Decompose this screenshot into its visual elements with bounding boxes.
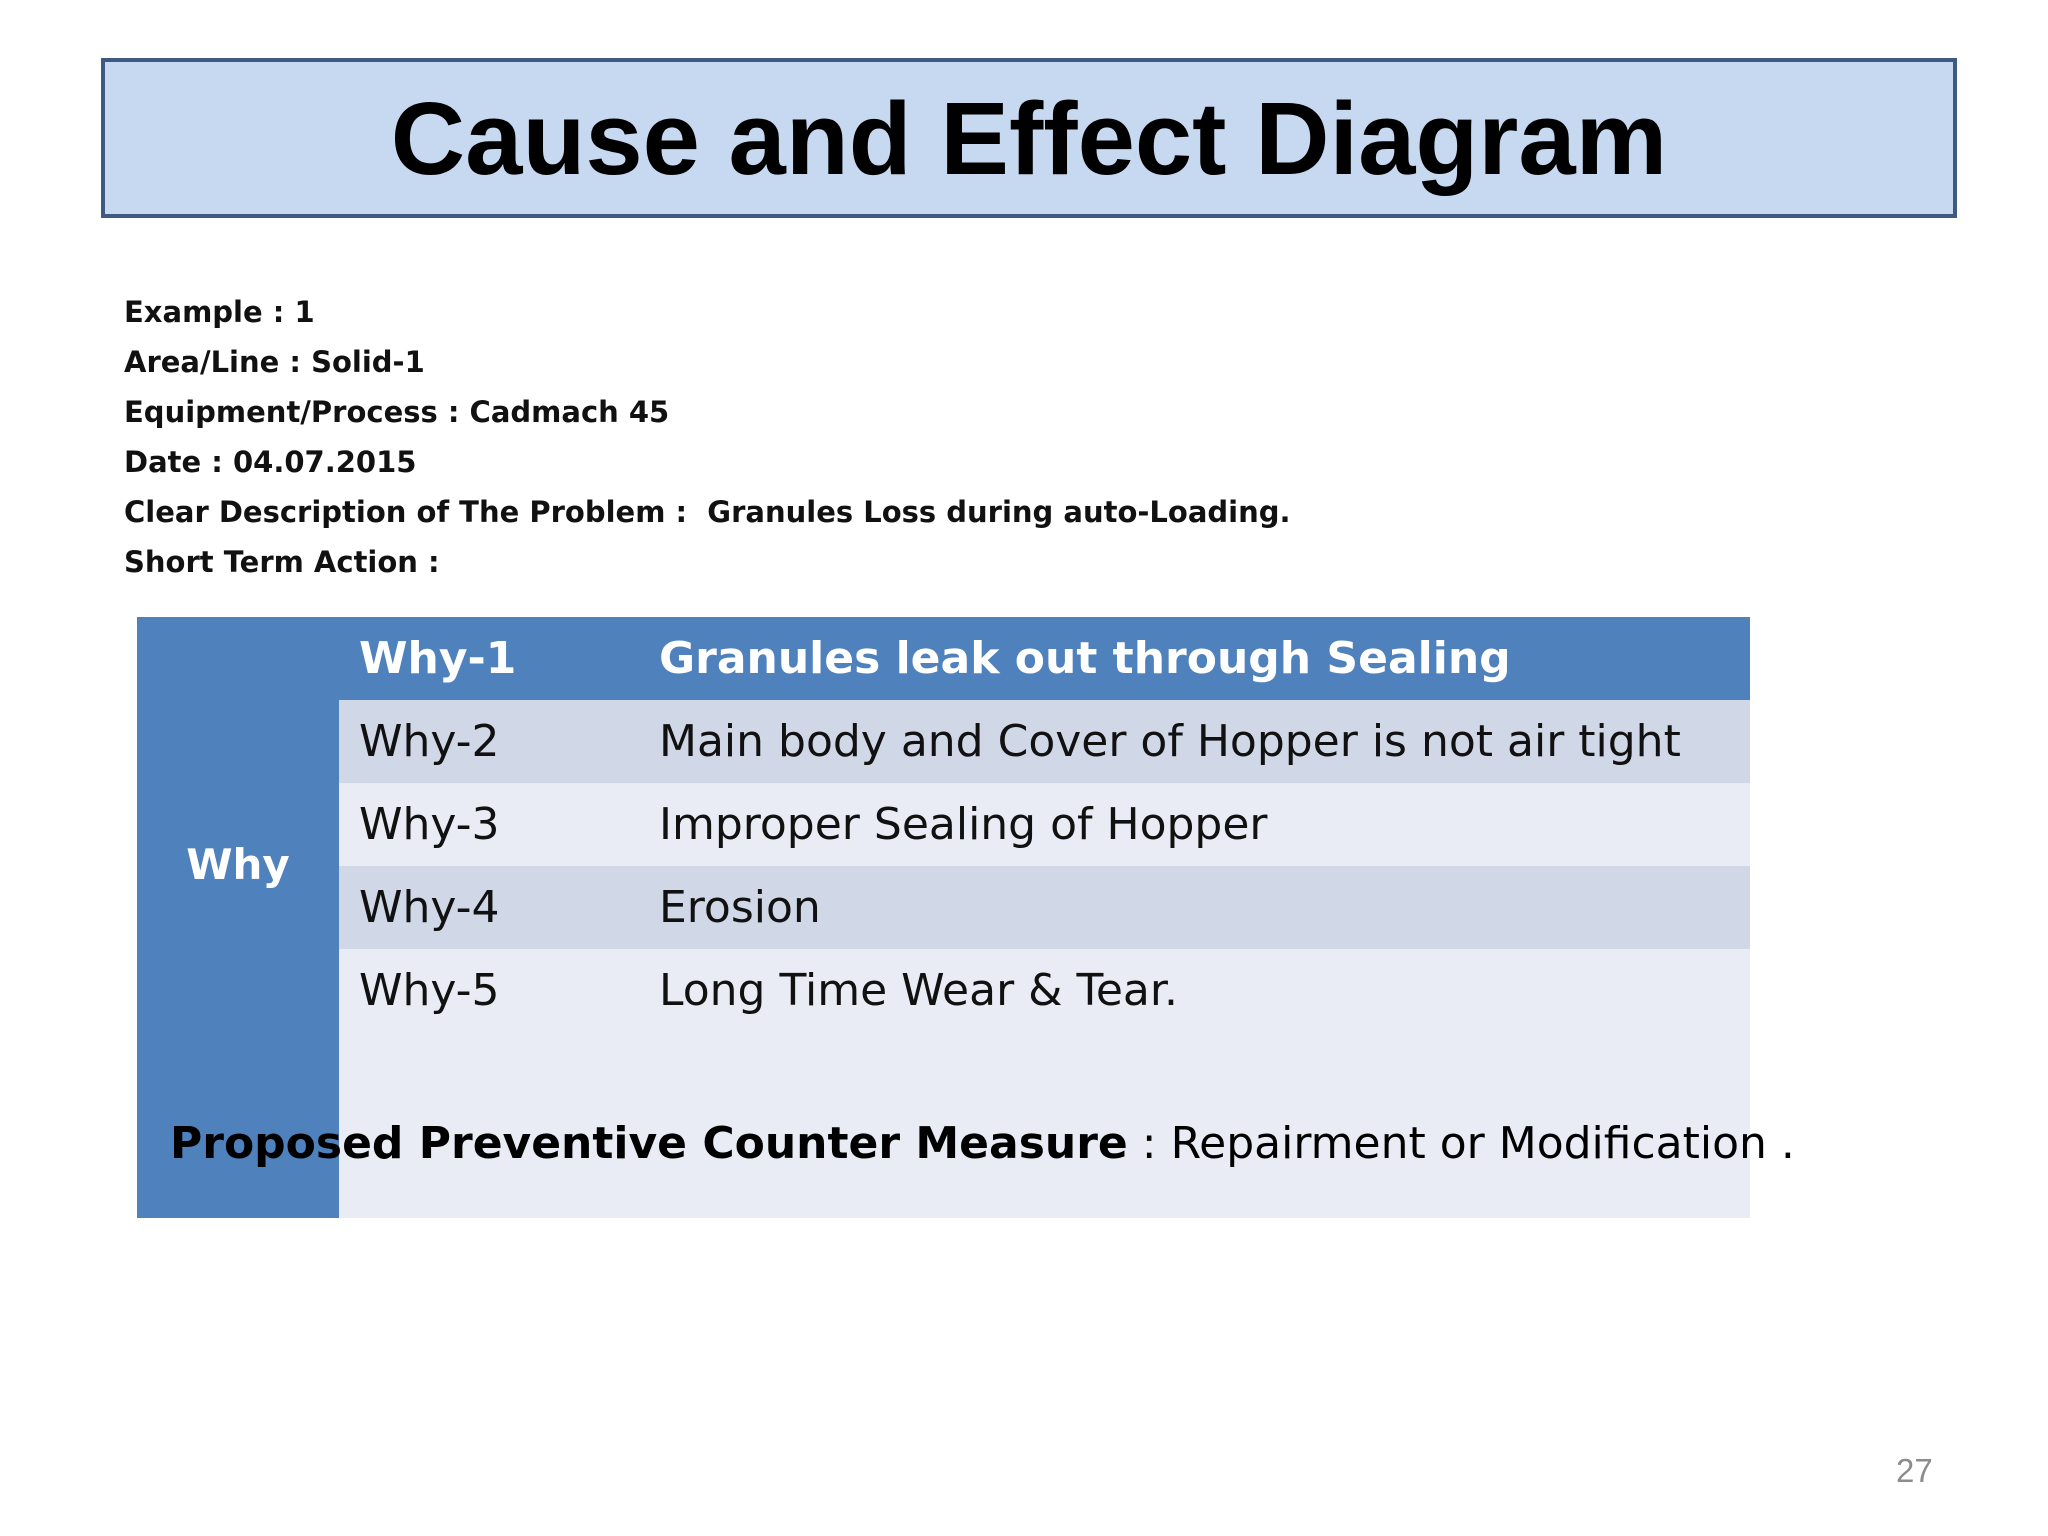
- countermeasure-label: Proposed Preventive Counter Measure: [170, 1118, 1128, 1169]
- why-key: Why-5: [359, 965, 500, 1016]
- countermeasure-separator: :: [1127, 1118, 1171, 1169]
- equipment-line: Equipment/Process : Cadmach 45: [124, 395, 670, 429]
- short-term-line: Short Term Action :: [124, 545, 440, 579]
- why-row-1: [339, 617, 1750, 700]
- why-value: Long Time Wear & Tear.: [659, 965, 1178, 1016]
- page-number: 27: [1896, 1452, 1933, 1489]
- why-row-4: [339, 866, 1750, 949]
- example-line: Example : 1: [124, 295, 315, 329]
- why-value: Main body and Cover of Hopper is not air tight: [659, 716, 1681, 767]
- why-key: Why-3: [359, 799, 500, 850]
- title-banner: [101, 58, 1957, 218]
- problem-info: [124, 287, 1291, 587]
- why-row-2: [339, 700, 1750, 783]
- why-row-3: [339, 783, 1750, 866]
- why-side-label: Why: [186, 839, 290, 889]
- countermeasure-value: Repairment or Modification .: [1170, 1118, 1795, 1169]
- date-line: Date : 04.07.2015: [124, 445, 417, 479]
- why-value: Granules leak out through Sealing: [659, 633, 1511, 684]
- countermeasure-line: [170, 1118, 1795, 1169]
- area-line: Area/Line : Solid-1: [124, 345, 425, 379]
- problem-line: Clear Description of The Problem : Granules Loss during auto-Loading.: [124, 495, 1291, 529]
- why-key: Why-4: [359, 882, 500, 933]
- why-value: Erosion: [659, 882, 821, 933]
- slide-title: Cause and Effect Diagram: [390, 80, 1668, 196]
- why-row-5: [339, 949, 1750, 1032]
- why-value: Improper Sealing of Hopper: [659, 799, 1268, 850]
- why-key: Why-1: [359, 633, 517, 684]
- why-key: Why-2: [359, 716, 500, 767]
